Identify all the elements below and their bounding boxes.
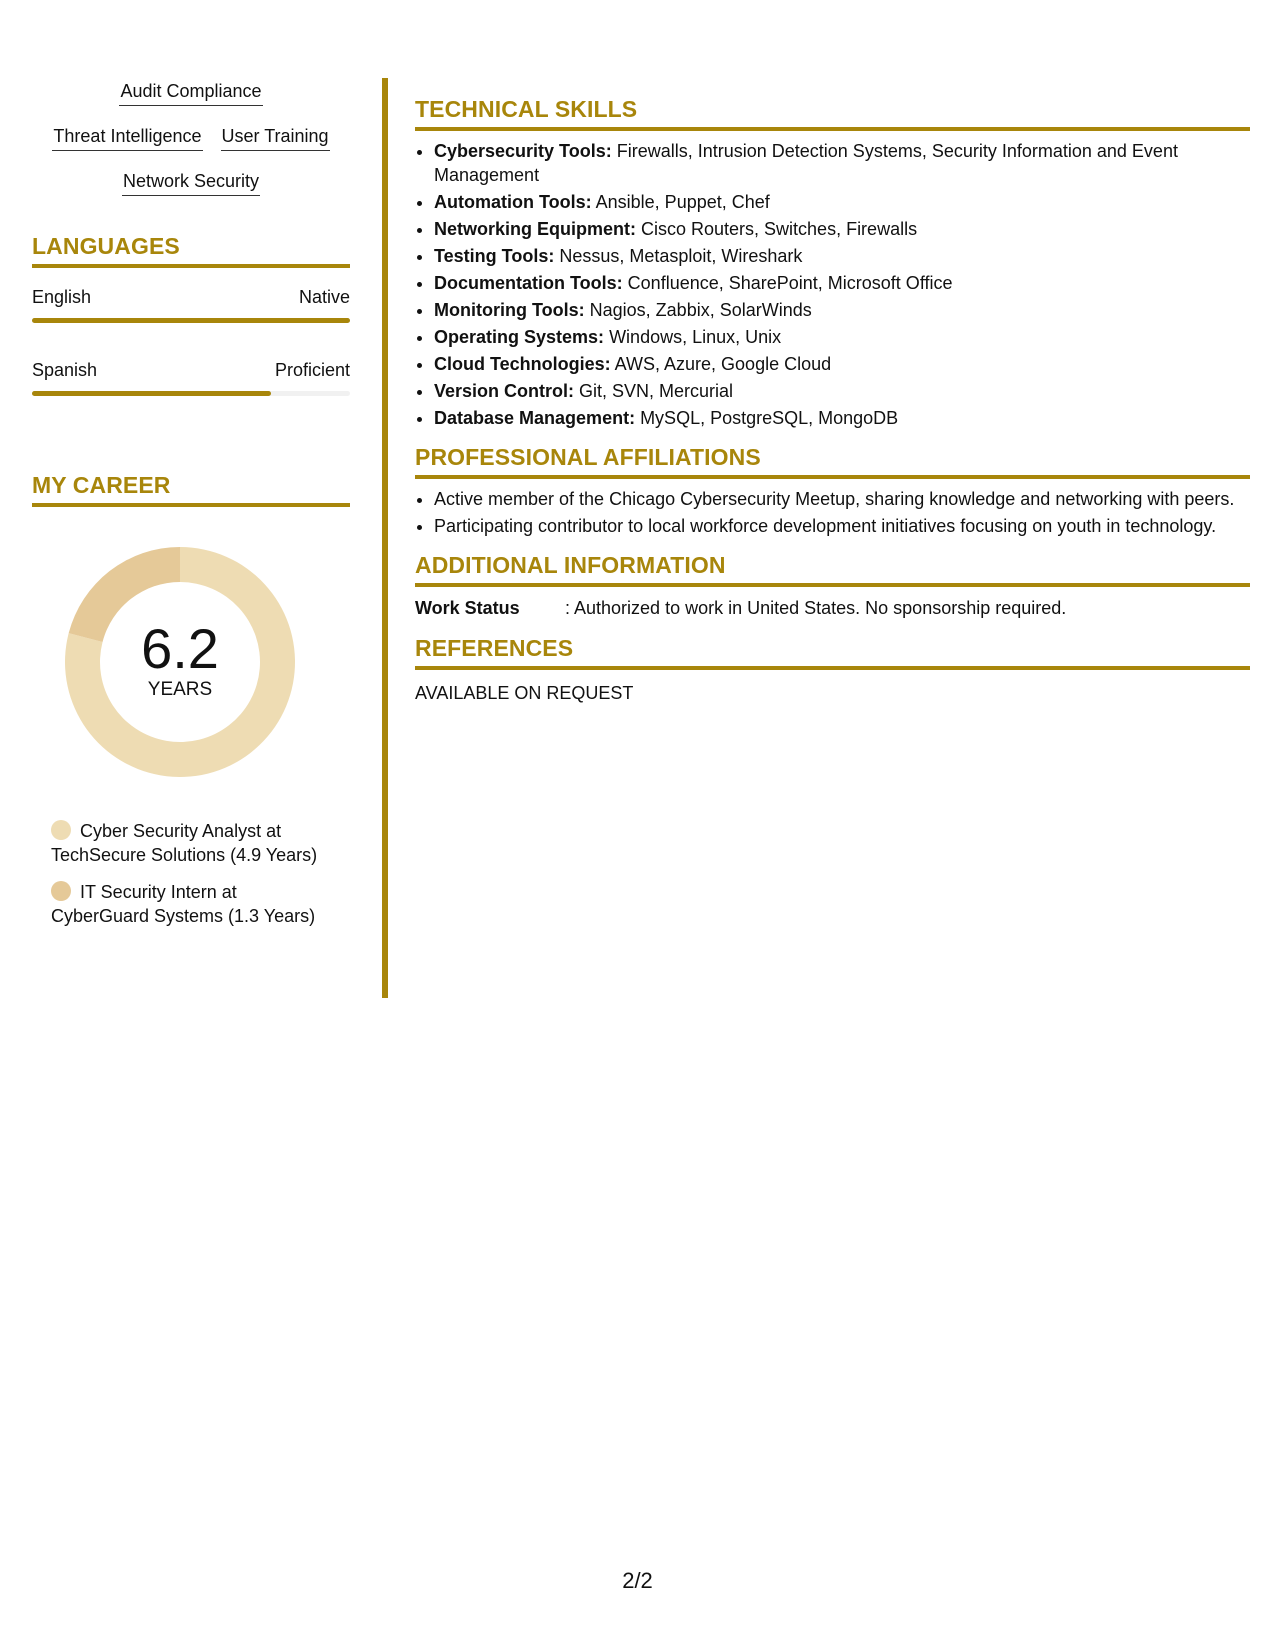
technical-skill-text: Confluence, SharePoint, Microsoft Office [622, 273, 953, 293]
technical-skill-text: Cisco Routers, Switches, Firewalls [636, 219, 918, 239]
technical-skill-text: Firewalls, Intrusion Detection Systems, Security Information and Event Management [434, 141, 1178, 185]
legend-dot [51, 881, 71, 901]
donut-center [65, 619, 295, 701]
technical-skill-label: Documentation Tools: [434, 273, 623, 293]
technical-skill-text: Ansible, Puppet, Chef [591, 192, 770, 212]
technical-skill-label: Database Management: [434, 408, 636, 428]
technical-skill-text: Nessus, Metasploit, Wireshark [554, 246, 803, 266]
technical-skills-section [415, 94, 1250, 430]
references-heading: REFERENCES [415, 633, 1250, 670]
chip-row [32, 168, 350, 196]
work-status-value: : Authorized to work in United States. No sponsorship required. [565, 598, 1067, 618]
affiliation-item: • Participating contributor to local workforce development initiatives focusing on youth in technology. [434, 514, 1250, 538]
technical-skill-label: Networking Equipment: [434, 219, 636, 239]
language-proficiency-fill [32, 391, 271, 396]
language-item [32, 357, 350, 396]
technical-skill-text: Nagios, Zabbix, SolarWinds [584, 300, 812, 320]
technical-skill-item [434, 352, 1250, 376]
technical-skill-label: Testing Tools: [434, 246, 555, 266]
technical-skill-text: AWS, Azure, Google Cloud [610, 354, 832, 374]
column-divider [382, 78, 388, 998]
technical-skill-text: MySQL, PostgreSQL, MongoDB [635, 408, 899, 428]
skill-chip-user-training[interactable]: User Training [221, 123, 330, 151]
technical-skill-label: Monitoring Tools: [434, 300, 585, 320]
language-level: Native [298, 287, 350, 307]
technical-skill-item [434, 244, 1250, 268]
legend-dot [51, 820, 71, 840]
technical-skill-text: Windows, Linux, Unix [604, 327, 782, 347]
affiliations-list [415, 487, 1250, 538]
technical-skills-list [415, 139, 1250, 430]
additional-info-heading: ADDITIONAL INFORMATION [415, 550, 1250, 587]
career-donut-chart [65, 547, 295, 777]
technical-skill-item [434, 271, 1250, 295]
language-name: English [32, 287, 92, 307]
affiliations-section [415, 442, 1250, 538]
technical-skill-item [434, 325, 1250, 349]
career-heading: MY CAREER [32, 470, 350, 507]
technical-skill-label: Operating Systems: [434, 327, 605, 347]
affiliations-heading: PROFESSIONAL AFFILIATIONS [415, 442, 1250, 479]
legend-label: Cyber Security Analyst at TechSecure Solutions (4.9 Years) [51, 821, 318, 865]
technical-skill-label: Cybersecurity Tools: [434, 141, 612, 161]
technical-skill-item [434, 406, 1250, 430]
affiliation-item: • Active member of the Chicago Cybersecurity Meetup, sharing knowledge and networking with peers. [434, 487, 1250, 511]
references-section [415, 633, 1250, 706]
language-proficiency-fill [32, 318, 350, 323]
chip-row [32, 123, 350, 151]
language-item [32, 284, 350, 323]
chip-row [32, 78, 350, 106]
work-status-label: Work Status [415, 598, 520, 618]
language-name: Spanish [32, 360, 98, 380]
languages-heading: LANGUAGES [32, 231, 350, 268]
technical-skill-text: Git, SVN, Mercurial [574, 381, 734, 401]
career-legend [51, 819, 331, 928]
legend-item [51, 819, 331, 867]
technical-skill-label: Version Control: [434, 381, 575, 401]
skill-chip-network-security[interactable]: Network Security [122, 168, 260, 196]
technical-skill-item [434, 139, 1250, 187]
additional-info-section [415, 550, 1250, 621]
career-years-unit: YEARS [147, 679, 213, 700]
career-total-years: 6.2 [141, 617, 219, 680]
technical-skill-item [434, 217, 1250, 241]
language-proficiency-bar [32, 391, 350, 396]
language-proficiency-bar [32, 318, 350, 323]
technical-skills-heading: TECHNICAL SKILLS [415, 94, 1250, 131]
technical-skill-item [434, 379, 1250, 403]
skill-chip-threat-intelligence[interactable]: Threat Intelligence [52, 123, 202, 151]
technical-skill-item [434, 190, 1250, 214]
legend-item [51, 880, 331, 928]
references-text: AVAILABLE ON REQUEST [415, 683, 634, 703]
right-column [415, 94, 1250, 718]
skill-chip-audit-compliance[interactable]: Audit Compliance [119, 78, 262, 106]
technical-skill-item [434, 298, 1250, 322]
page-number: 2/2 [622, 1568, 653, 1593]
technical-skill-label: Automation Tools: [434, 192, 592, 212]
technical-skill-label: Cloud Technologies: [434, 354, 611, 374]
left-column [32, 78, 350, 941]
language-level: Proficient [274, 360, 350, 380]
work-status-row [415, 595, 1250, 621]
skill-chips [32, 78, 350, 196]
legend-label: IT Security Intern at CyberGuard Systems (1.3 Years) [51, 882, 316, 926]
